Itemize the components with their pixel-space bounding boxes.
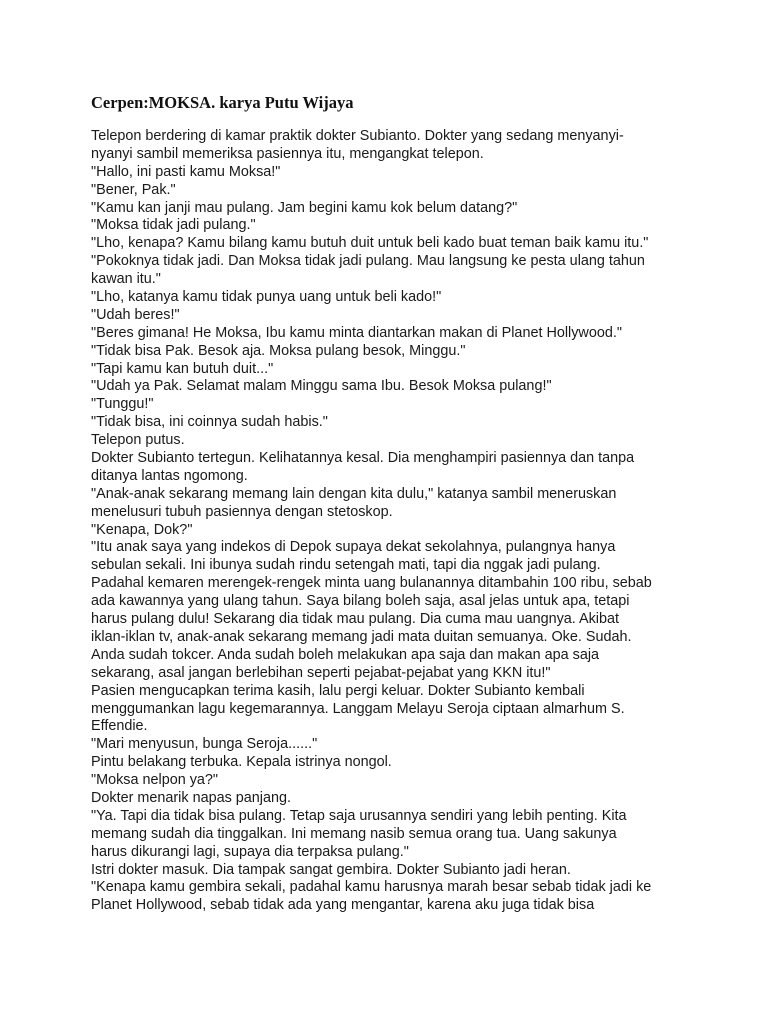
text-line: ada kawannya yang ulang tahun. Saya bilang boleh saja, asal jelas untuk apa, tetapi	[91, 593, 630, 610]
text-line: Anda sudah tokcer. Anda sudah boleh melakukan apa saja dan makan apa saja	[91, 646, 600, 663]
text-line: "Kamu kan janji mau pulang. Jam begini kamu kok belum datang?"	[91, 199, 518, 216]
document-title: Cerpen:MOKSA. karya Putu Wijaya	[91, 93, 354, 112]
text-line: "Anak-anak sekarang memang lain dengan kita dulu," katanya sambil meneruskan	[91, 485, 617, 502]
text-line: iklan-iklan tv, anak-anak sekarang memang jadi mata duitan semuanya. Oke. Sudah.	[91, 628, 632, 645]
text-line: Telepon putus.	[91, 432, 185, 449]
text-line: "Tapi kamu kan butuh duit..."	[91, 360, 274, 377]
text-line: "Udah ya Pak. Selamat malam Minggu sama Ibu. Besok Moksa pulang!"	[91, 378, 552, 395]
text-line: "Kenapa, Dok?"	[91, 521, 193, 538]
text-line: "Pokoknya tidak jadi. Dan Moksa tidak jadi pulang. Mau langsung ke pesta ulang tahun	[91, 253, 645, 270]
text-line: "Tidak bisa Pak. Besok aja. Moksa pulang besok, Minggu."	[91, 342, 466, 359]
text-line: "Moksa tidak jadi pulang."	[91, 217, 256, 234]
text-line: Pintu belakang terbuka. Kepala istrinya nongol.	[91, 754, 392, 771]
text-line: harus pulang dulu! Sekarang dia tidak mau pulang. Dia cuma mau uangnya. Akibat	[91, 611, 619, 628]
text-line: "Bener, Pak."	[91, 181, 176, 198]
text-line: sebulan sekali. Ini ibunya sudah rindu setengah mati, tapi dia nggak jadi pulang.	[91, 557, 601, 574]
text-line: "Lho, kenapa? Kamu bilang kamu butuh duit untuk beli kado buat teman baik kamu itu."	[91, 235, 649, 252]
text-line: Planet Hollywood, sebab tidak ada yang mengantar, karena aku juga tidak bisa	[91, 897, 595, 914]
text-line: "Ya. Tapi dia tidak bisa pulang. Tetap saja urusannya sendiri yang lebih penting. Kita	[91, 807, 627, 824]
text-line: "Moksa nelpon ya?"	[91, 772, 219, 789]
text-line: memang sudah dia tinggalkan. Ini memang nasib semua orang tua. Uang sakunya	[91, 825, 617, 842]
text-line: "Kenapa kamu gembira sekali, padahal kamu harusnya marah besar sebab tidak jadi ke	[91, 879, 652, 896]
text-line: Istri dokter masuk. Dia tampak sangat gembira. Dokter Subianto jadi heran.	[91, 861, 571, 878]
text-line: Effendie.	[91, 718, 148, 735]
text-line: sekarang, asal jangan berlebihan seperti pejabat-pejabat yang KKN itu!"	[91, 664, 551, 681]
text-line: Dokter menarik napas panjang.	[91, 789, 291, 806]
text-line: Pasien mengucapkan terima kasih, lalu pergi keluar. Dokter Subianto kembali	[91, 682, 585, 699]
text-line: "Lho, katanya kamu tidak punya uang untuk beli kado!"	[91, 289, 442, 306]
text-line: "Mari menyusun, bunga Seroja......"	[91, 736, 318, 753]
text-line: ditanya lantas ngomong.	[91, 467, 248, 484]
text-line: "Udah beres!"	[91, 306, 180, 323]
text-line: "Tunggu!"	[91, 396, 154, 413]
text-line: "Beres gimana! He Moksa, Ibu kamu minta diantarkan makan di Planet Hollywood."	[91, 324, 622, 341]
text-line: "Tidak bisa, ini coinnya sudah habis."	[91, 414, 328, 431]
text-line: "Hallo, ini pasti kamu Moksa!"	[91, 163, 281, 180]
document-body	[91, 128, 691, 915]
text-line: kawan itu."	[91, 271, 161, 288]
text-line: menelusuri tubuh pasiennya dengan stetoskop.	[91, 503, 393, 520]
text-line: Padahal kemaren merengek-rengek minta uang bulanannya ditambahin 100 ribu, sebab	[91, 575, 652, 592]
text-line: nyanyi sambil memeriksa pasiennya itu, mengangkat telepon.	[91, 145, 484, 162]
text-line: menggumankan lagu kegemarannya. Langgam Melayu Seroja ciptaan almarhum S.	[91, 700, 625, 717]
text-line: Dokter Subianto tertegun. Kelihatannya kesal. Dia menghampiri pasiennya dan tanpa	[91, 450, 635, 467]
text-line: harus dikurangi lagi, supaya dia terpaksa pulang."	[91, 843, 409, 860]
text-line: "Itu anak saya yang indekos di Depok supaya dekat sekolahnya, pulangnya hanya	[91, 539, 616, 556]
text-line: Telepon berdering di kamar praktik dokter Subianto. Dokter yang sedang menyanyi-	[91, 128, 624, 144]
